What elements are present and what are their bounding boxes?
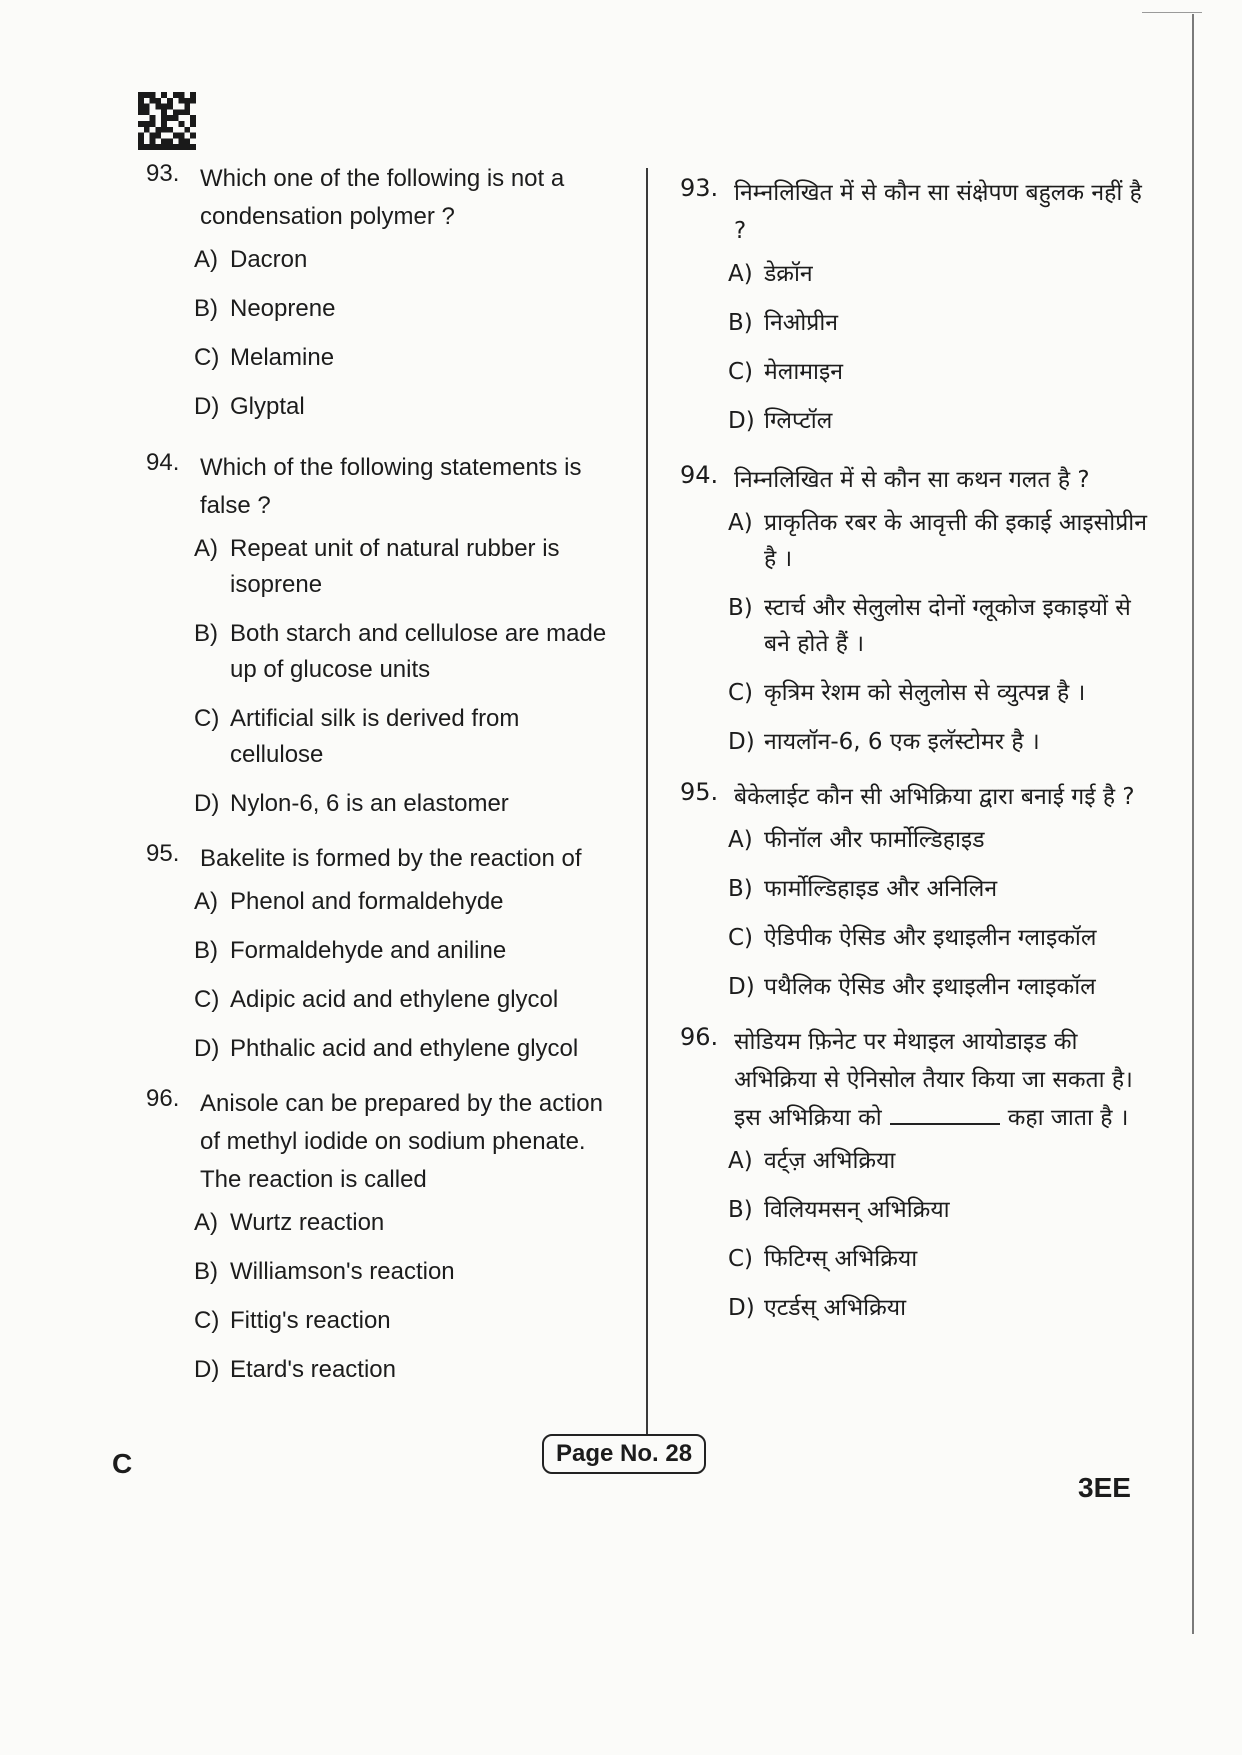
question-text: निम्नलिखित में से कौन सा कथन गलत है ? bbox=[734, 467, 1090, 493]
option-b[interactable]: B) निओप्रीन bbox=[728, 310, 839, 336]
page-edge bbox=[1192, 14, 1194, 1634]
question-text: Which of the following statements is false ? bbox=[200, 454, 582, 519]
option-a[interactable]: A) Repeat unit of natural rubber is isoprene bbox=[194, 535, 560, 598]
option-b[interactable]: B) विलियमसन् अभिक्रिया bbox=[728, 1197, 950, 1223]
question-text: बेकेलाईट कौन सी अभिक्रिया द्वारा बनाई गई है ? bbox=[734, 784, 1135, 810]
question-93-hindi bbox=[680, 174, 1158, 439]
option-c[interactable]: C) Adipic acid and ethylene glycol bbox=[194, 986, 559, 1013]
option-a[interactable]: A) फीनॉल और फार्मोल्डिहाइड bbox=[728, 827, 985, 853]
question-95 bbox=[146, 840, 618, 1067]
option-c[interactable]: C) Artificial silk is derived from cellulose bbox=[194, 705, 520, 768]
option-a[interactable]: A) Phenol and formaldehyde bbox=[194, 888, 504, 915]
question-number: 96. bbox=[146, 1085, 180, 1112]
question-text: Bakelite is formed by the reaction of bbox=[200, 845, 582, 872]
option-c[interactable]: C) मेलामाइन bbox=[728, 359, 844, 385]
option-d[interactable]: D) Nylon-6, 6 is an elastomer bbox=[194, 790, 509, 817]
option-c[interactable]: C) कृत्रिम रेशम को सेलुलोस से व्युत्पन्न है । bbox=[728, 680, 1086, 706]
option-c[interactable]: C) Fittig's reaction bbox=[194, 1307, 391, 1334]
page-edge-top bbox=[1142, 12, 1202, 13]
column-divider bbox=[646, 168, 648, 1448]
option-d[interactable]: D) Phthalic acid and ethylene glycol bbox=[194, 1035, 579, 1062]
option-a[interactable]: A) वर्ट्ज़ अभिक्रिया bbox=[728, 1148, 896, 1174]
question-text-after-blank: कहा जाता है । bbox=[1007, 1105, 1129, 1131]
page-number: Page No. 28 bbox=[542, 1434, 706, 1474]
option-b[interactable]: B) फार्मोल्डिहाइड और अनिलिन bbox=[728, 876, 998, 902]
question-94-hindi bbox=[680, 461, 1158, 760]
question-number: 95. bbox=[146, 840, 180, 867]
option-b[interactable]: B) Williamson's reaction bbox=[194, 1258, 455, 1285]
question-text bbox=[734, 1023, 1158, 1137]
option-d[interactable]: D) एटर्डस् अभिक्रिया bbox=[728, 1295, 907, 1321]
question-number: 93. bbox=[680, 174, 719, 202]
question-number: 95. bbox=[680, 778, 719, 806]
question-text: निम्नलिखित में से कौन सा संक्षेपण बहुलक नहीं है ? bbox=[734, 180, 1142, 244]
question-number: 94. bbox=[680, 461, 719, 489]
question-93 bbox=[146, 160, 618, 425]
english-column bbox=[146, 160, 618, 1401]
option-a[interactable]: A) Wurtz reaction bbox=[194, 1209, 385, 1236]
question-text-before-blank: सोडियम फ़िनेट पर मेथाइल आयोडाइड की अभिक्रिया से ऐनिसोल तैयार किया जा सकता है। इस अभिक्रिया को bbox=[734, 1029, 1133, 1131]
option-d[interactable]: D) पथैलिक ऐसिड और इथाइलीन ग्लाइकॉल bbox=[728, 974, 1096, 1000]
option-c[interactable]: C) Melamine bbox=[194, 344, 335, 371]
option-b[interactable]: B) Both starch and cellulose are made up of glucose units bbox=[194, 620, 607, 683]
option-b[interactable]: B) स्टार्च और सेलुलोस दोनों ग्लूकोज इकाइयों से बने होते हैं । bbox=[728, 595, 1131, 657]
booklet-code: 3EE bbox=[1078, 1472, 1131, 1503]
question-96-hindi bbox=[680, 1023, 1158, 1326]
option-d[interactable]: D) Etard's reaction bbox=[194, 1356, 396, 1383]
fill-in-blank bbox=[890, 1123, 1000, 1125]
question-94 bbox=[146, 449, 618, 822]
question-96 bbox=[146, 1085, 618, 1388]
question-number: 96. bbox=[680, 1023, 719, 1051]
qr-code-icon bbox=[138, 92, 196, 150]
option-a[interactable]: A) डेक्रॉन bbox=[728, 261, 813, 287]
question-95-hindi bbox=[680, 778, 1158, 1005]
hindi-column bbox=[680, 174, 1158, 1339]
option-a[interactable]: A) प्राकृतिक रबर के आवृत्ती की इकाई आइसोप्रीन है । bbox=[728, 510, 1148, 572]
option-c[interactable]: C) ऐडिपीक ऐसिड और इथाइलीन ग्लाइकॉल bbox=[728, 925, 1097, 951]
question-text: Anisole can be prepared by the action of methyl iodide on sodium phenate. The reaction is called bbox=[200, 1090, 603, 1193]
option-d[interactable]: D) नायलॉन-6, 6 एक इलॅस्टोमर है । bbox=[728, 729, 1040, 755]
question-number: 93. bbox=[146, 160, 180, 187]
question-number: 94. bbox=[146, 449, 180, 476]
option-c[interactable]: C) फिटिग्स् अभिक्रिया bbox=[728, 1246, 918, 1272]
series-code: C bbox=[112, 1448, 133, 1479]
option-d[interactable]: D) ग्लिप्टॉल bbox=[728, 408, 833, 434]
question-text: Which one of the following is not a condensation polymer ? bbox=[200, 165, 565, 230]
option-b[interactable]: B) Neoprene bbox=[194, 295, 336, 322]
option-b[interactable]: B) Formaldehyde and aniline bbox=[194, 937, 507, 964]
option-a[interactable]: A) Dacron bbox=[194, 246, 308, 273]
option-d[interactable]: D) Glyptal bbox=[194, 393, 305, 420]
